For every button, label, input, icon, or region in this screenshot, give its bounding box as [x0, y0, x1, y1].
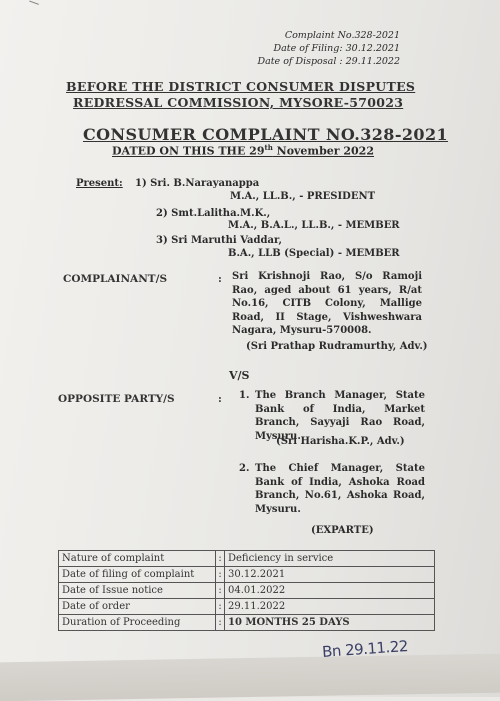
- case-details-table: [58, 550, 435, 631]
- table-cell-colon: :: [216, 599, 225, 615]
- complainant-label: COMPLAINANT/S: [63, 273, 168, 285]
- present-label: Present:: [76, 178, 123, 189]
- table-cell-value: Deficiency in service: [225, 551, 435, 567]
- table-cell-label: Date of order: [59, 599, 216, 615]
- versus-label: V/S: [229, 369, 250, 382]
- complainant-advocate: (Sri Prathap Rudramurthy, Adv.): [246, 341, 428, 352]
- table-cell-value: 10 MONTHS 25 DAYS: [225, 615, 435, 631]
- table-cell-colon: :: [216, 551, 225, 567]
- bench-member-3-role: B.A., LLB (Special) - MEMBER: [228, 248, 400, 259]
- forum-heading-line2: REDRESSAL COMMISSION, MYSORE-570023: [73, 95, 404, 110]
- table-cell-value: 30.12.2021: [225, 567, 435, 583]
- table-row: [59, 583, 435, 599]
- page-fold-shadow: [0, 654, 500, 701]
- bench-member-3-name: 3) Sri Maruthi Vaddar,: [156, 235, 283, 246]
- table-cell-label: Date of filing of complaint: [59, 567, 216, 583]
- table-cell-colon: :: [216, 583, 225, 599]
- complainant-details: Sri Krishnoji Rao, S/o Ramoji Rao, aged about 61 years, R/at No.16, CITB Colony, Mallige Road, II Stage, Vishweshwara Nagara, Mysuru-570008.: [232, 271, 422, 336]
- opposite-party-1-details: The Branch Manager, State Bank of India, Market Branch, Sayyaji Rao Road, Mysuru.: [255, 390, 425, 442]
- opposite-party-1-number: 1.: [239, 390, 250, 401]
- complainant-colon: :: [218, 273, 222, 285]
- date-of-disposal-meta: Date of Disposal : 29.11.2022: [257, 56, 400, 67]
- bench-member-2-role: M.A., B.A.L., LL.B., - MEMBER: [228, 220, 400, 231]
- opposite-party-2-details: The Chief Manager, State Bank of India, Ashoka Road Branch, No.61, Ashoka Road, Mysuru.: [255, 463, 425, 515]
- table-cell-value: 04.01.2022: [225, 583, 435, 599]
- table-cell-label: Duration of Proceeding: [59, 615, 216, 631]
- opposite-party-2-number: 2.: [239, 463, 250, 474]
- case-title: CONSUMER COMPLAINT NO.328-2021: [83, 125, 449, 144]
- opposite-party-label: OPPOSITE PARTY/S: [58, 393, 175, 405]
- bench-member-2-name: 2) Smt.Lalitha.M.K.,: [156, 208, 271, 219]
- opposite-party-colon: :: [218, 393, 222, 405]
- table-cell-colon: :: [216, 567, 225, 583]
- bench-member-1-role: M.A., LL.B., - PRESIDENT: [230, 191, 376, 202]
- table-cell-value: 29.11.2022: [225, 599, 435, 615]
- table-row: [59, 551, 435, 567]
- dated-line: DATED ON THIS THE 29th November 2022: [112, 143, 374, 158]
- bench-member-1-name: 1) Sri. B.Narayanappa: [135, 178, 260, 189]
- table-row: [59, 567, 435, 583]
- table-cell-label: Date of Issue notice: [59, 583, 216, 599]
- date-of-filing-meta: Date of Filing: 30.12.2021: [273, 43, 400, 54]
- exparte-label: (EXPARTE): [311, 525, 374, 536]
- opposite-party-1-advocate: (Sri Harisha.K.P., Adv.): [276, 436, 405, 447]
- forum-heading-line1: BEFORE THE DISTRICT CONSUMER DISPUTES: [66, 79, 416, 94]
- table-cell-colon: :: [216, 615, 225, 631]
- table-cell-label: Nature of complaint: [59, 551, 216, 567]
- pen-mark: [27, 1, 39, 11]
- complaint-number-meta: Complaint No.328-2021: [284, 30, 400, 41]
- table-row: [59, 599, 435, 615]
- table-row: [59, 615, 435, 631]
- handwritten-signature: Bn 29.11.22: [321, 637, 409, 661]
